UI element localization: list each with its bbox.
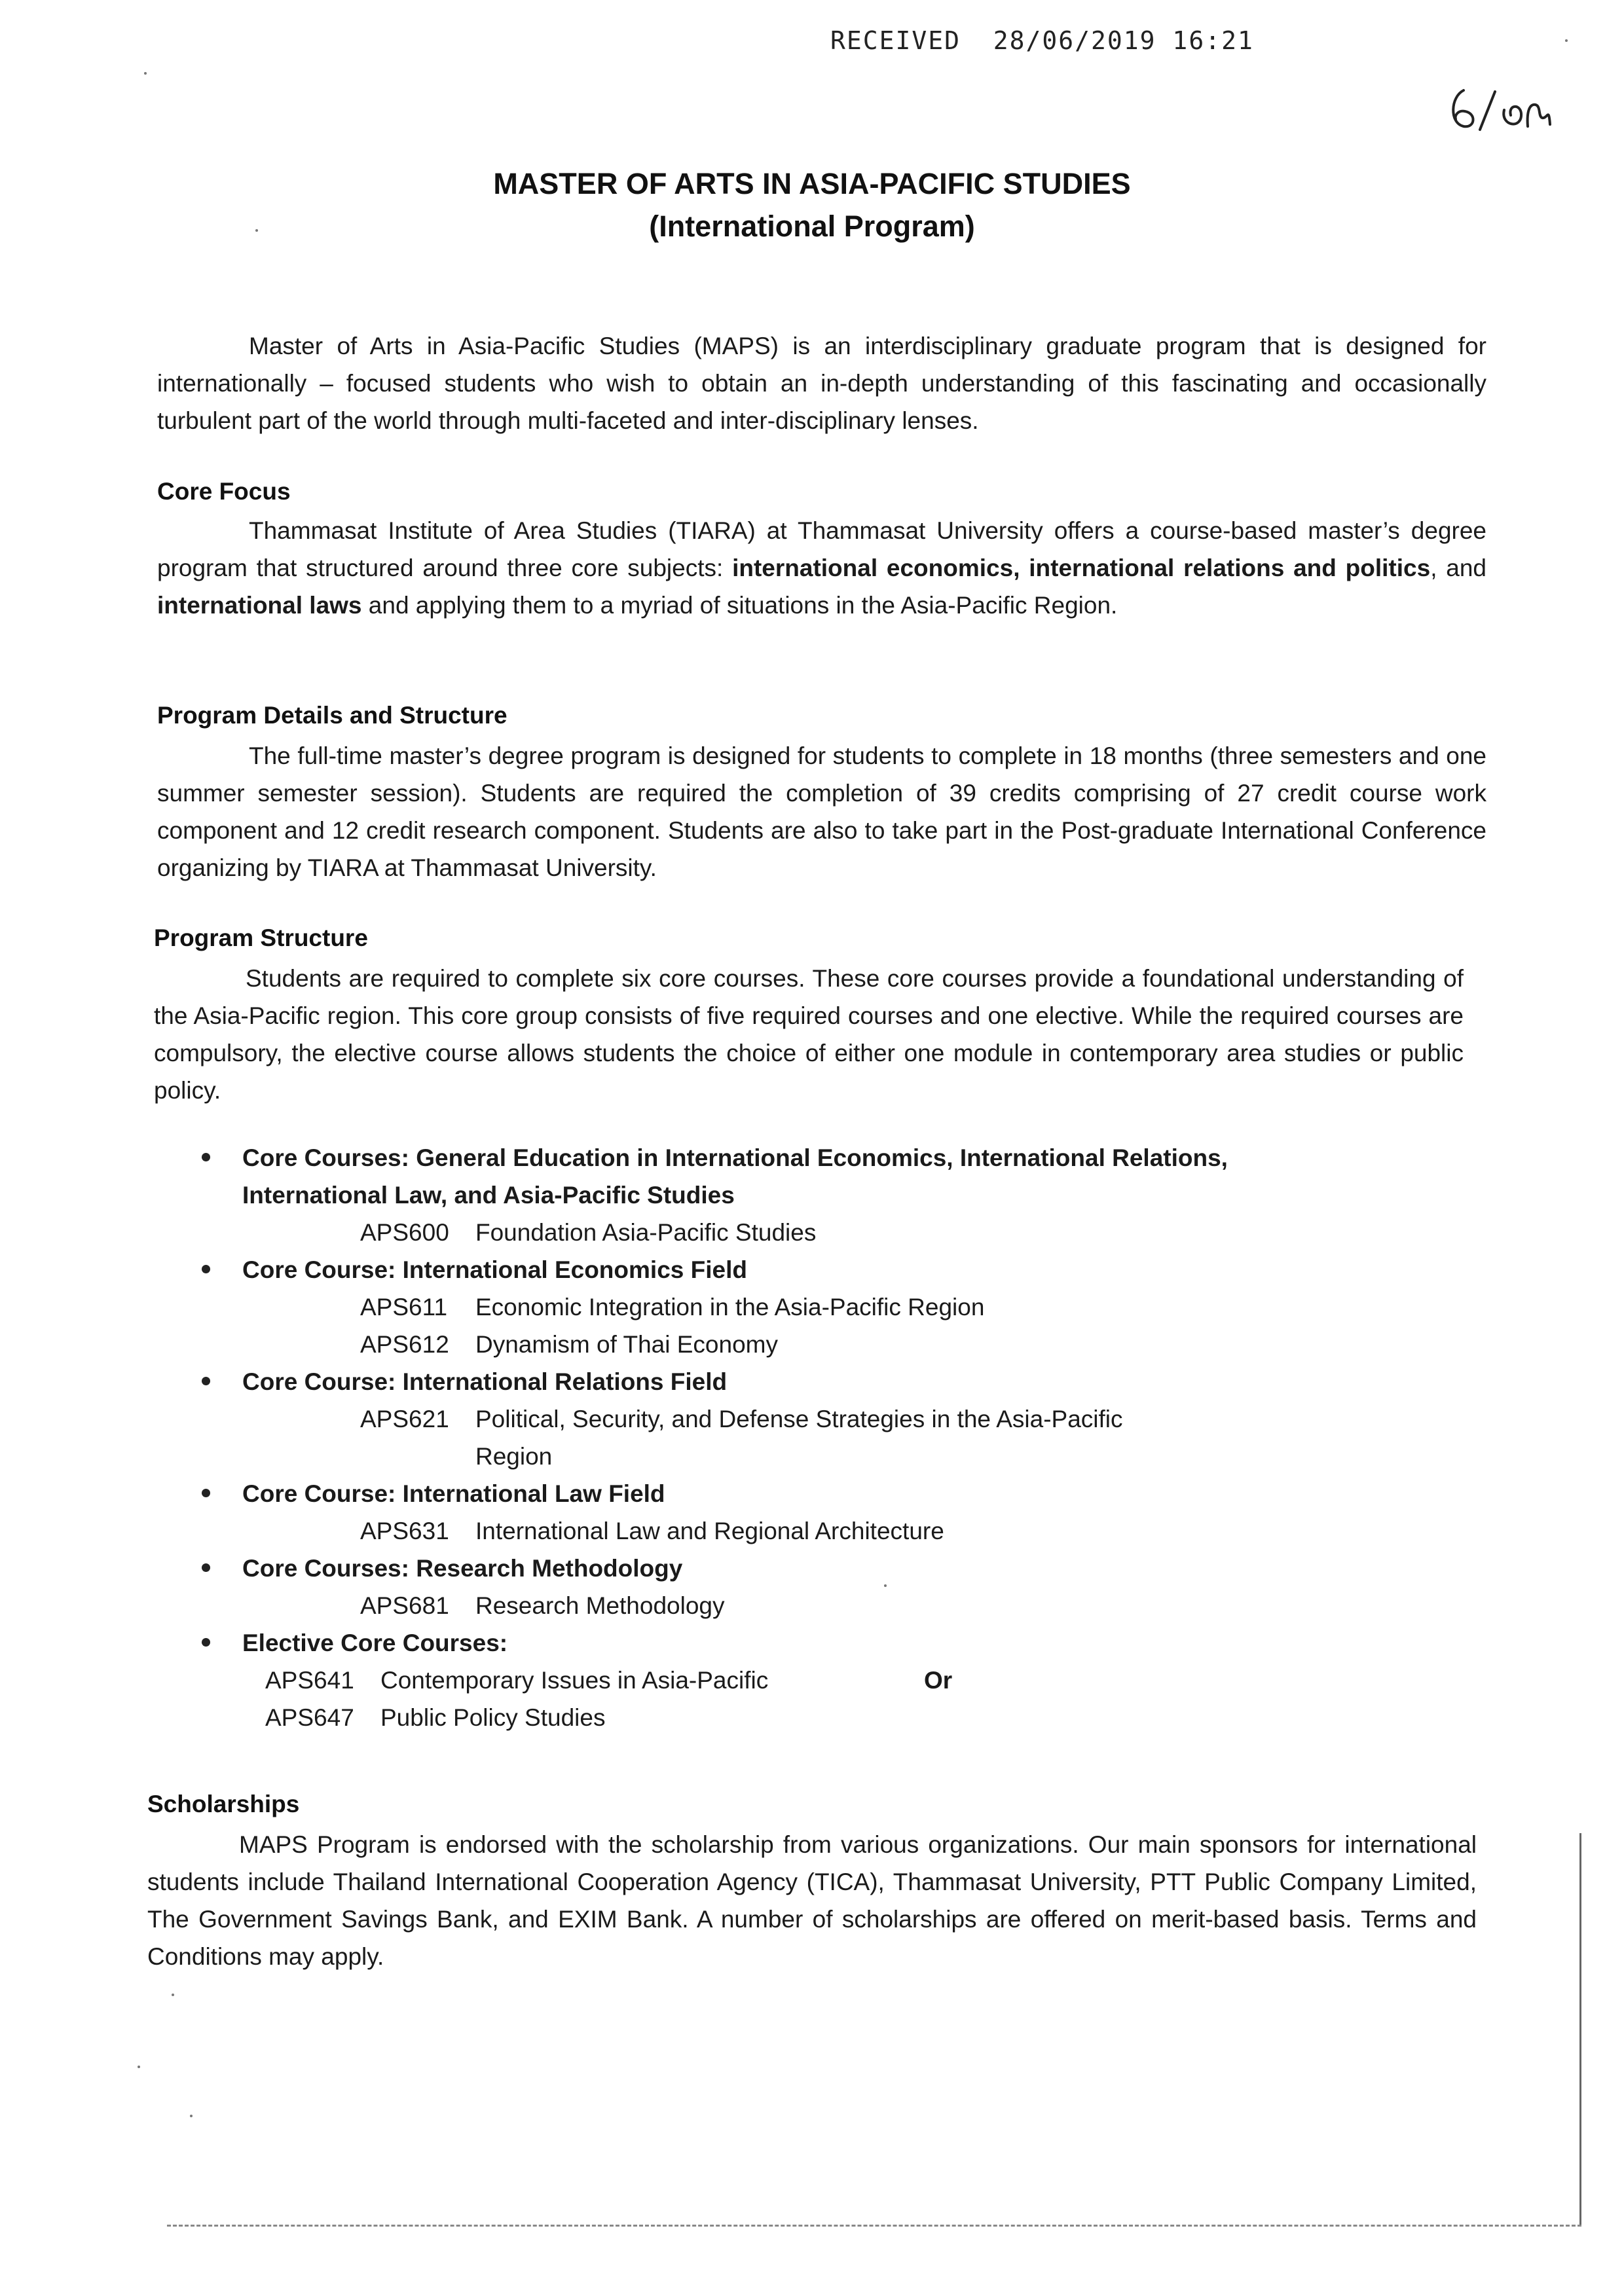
bullet-icon bbox=[202, 1265, 210, 1273]
scan-speck bbox=[144, 72, 147, 75]
course-code: APS647 bbox=[265, 1704, 354, 1731]
course-code: APS611 bbox=[360, 1294, 448, 1321]
bullet-icon bbox=[202, 1563, 210, 1572]
course-name: Contemporary Issues in Asia-Pacific bbox=[380, 1667, 769, 1694]
program-details-text: The full-time master’s degree program is designed for students to complete in 18 months (three semesters and one summer semester session). Students are required the completion of 39 credits comprising of 27 credit course work component and 12 credit research component. Students are also to take part in the Post-graduate International Conference organizing by TIARA at Thammasat University. bbox=[157, 742, 1486, 881]
course-group-heading: Core Course: International Law Field bbox=[242, 1480, 665, 1507]
scan-margin-line bbox=[1579, 1833, 1581, 2226]
course-group-heading: Core Courses: Research Methodology bbox=[242, 1555, 683, 1582]
core-focus-text-mid: , and bbox=[1430, 555, 1486, 581]
scan-speck bbox=[1565, 39, 1568, 42]
intro-text: Master of Arts in Asia-Pacific Studies (MAPS) is an interdisciplinary graduate program that is designed for internationally – focused students who wish to obtain an in-depth understanding of this fascinating and occasionally turbulent part of the world through multi-faceted and inter-disciplinary lenses. bbox=[157, 333, 1486, 434]
bullet-icon bbox=[202, 1153, 210, 1161]
course-code: APS631 bbox=[360, 1518, 449, 1544]
scan-speck bbox=[172, 1994, 174, 1996]
course-row bbox=[190, 1512, 1342, 1550]
course-name: International Law and Regional Architecture bbox=[475, 1518, 944, 1544]
course-name: Political, Security, and Defense Strategies in the Asia-Pacific Region bbox=[475, 1406, 1123, 1470]
program-structure-heading: Program Structure bbox=[154, 924, 368, 951]
list-item bbox=[190, 1550, 1342, 1587]
scholarships-heading: Scholarships bbox=[147, 1791, 300, 1817]
program-structure-text: Students are required to complete six core courses. These core courses provide a foundational understanding of the Asia-Pacific region. This core group consists of five required courses and one elective. While the required courses are compulsory, the elective course allows students the choice of either one module in contemporary area studies or public policy. bbox=[154, 965, 1464, 1104]
scholarships-text: MAPS Program is endorsed with the scholarship from various organizations. Our main sponsors for international students include Thailand International Cooperation Agency (TICA), Thammasat University, PTT Public Company Limited, The Government Savings Bank, and EXIM Bank. A number of scholarships are offered on merit-based basis. Terms and Conditions may apply. bbox=[147, 1831, 1477, 1970]
page-title: MASTER OF ARTS IN ASIA-PACIFIC STUDIES bbox=[493, 167, 1131, 200]
core-focus-bold-laws: international laws bbox=[157, 592, 362, 619]
bullet-icon bbox=[202, 1638, 210, 1647]
list-item bbox=[190, 1251, 1342, 1288]
elective-heading: Elective Core Courses: bbox=[242, 1630, 508, 1656]
program-details-heading: Program Details and Structure bbox=[157, 702, 507, 729]
course-name: Research Methodology bbox=[475, 1592, 725, 1619]
core-focus-text-before: Thammasat Institute of Area Studies (TIARA) at Thammasat University offers a course-based master’s degree program that structured around three core subjects: bbox=[157, 517, 1486, 581]
received-stamp: RECEIVED 28/06/2019 16:21 bbox=[830, 26, 1254, 55]
list-item bbox=[190, 1363, 1342, 1400]
course-code: APS600 bbox=[360, 1219, 449, 1246]
course-name: Dynamism of Thai Economy bbox=[475, 1331, 778, 1358]
scan-footer-line bbox=[167, 2225, 1581, 2227]
scan-speck bbox=[138, 2066, 140, 2068]
program-details-paragraph bbox=[157, 737, 1486, 886]
course-name: Foundation Asia-Pacific Studies bbox=[475, 1219, 817, 1246]
course-group-heading: Core Courses: General Education in International Economics, International Relations, International Law, and Asia-Pacific Studies bbox=[242, 1144, 1228, 1209]
list-item bbox=[190, 1624, 1342, 1662]
course-row bbox=[190, 1400, 1342, 1475]
course-group-heading: Core Course: International Relations Field bbox=[242, 1368, 728, 1395]
course-list bbox=[190, 1139, 1342, 1736]
program-structure-paragraph bbox=[154, 960, 1464, 1109]
course-group-heading: Core Course: International Economics Field bbox=[242, 1256, 747, 1283]
core-focus-heading: Core Focus bbox=[157, 478, 291, 505]
scan-speck bbox=[884, 1584, 887, 1587]
course-row bbox=[190, 1288, 1342, 1326]
elective-course-row bbox=[190, 1699, 1342, 1736]
core-focus-paragraph bbox=[157, 512, 1486, 624]
scholarships-paragraph bbox=[147, 1826, 1477, 1975]
list-item bbox=[190, 1475, 1342, 1512]
intro-paragraph bbox=[157, 327, 1486, 439]
course-code: APS621 bbox=[360, 1406, 449, 1432]
course-code: APS612 bbox=[360, 1331, 449, 1358]
core-focus-bold-subjects: international economics, international relations and politics bbox=[732, 555, 1431, 581]
handwritten-note-icon bbox=[1444, 77, 1555, 136]
course-name: Public Policy Studies bbox=[380, 1704, 606, 1731]
bullet-icon bbox=[202, 1377, 210, 1385]
course-code: APS681 bbox=[360, 1592, 449, 1619]
course-code: APS641 bbox=[265, 1667, 354, 1694]
course-name: Economic Integration in the Asia-Pacific Region bbox=[475, 1294, 985, 1321]
page-subtitle: (International Program) bbox=[649, 210, 975, 243]
or-label: Or bbox=[924, 1667, 953, 1694]
course-row bbox=[190, 1214, 1342, 1251]
scan-speck bbox=[190, 2115, 193, 2117]
elective-course-row bbox=[190, 1662, 1342, 1699]
course-row bbox=[190, 1326, 1342, 1363]
bullet-icon bbox=[202, 1489, 210, 1497]
scan-speck bbox=[255, 229, 258, 232]
core-focus-text-after: and applying them to a myriad of situations in the Asia-Pacific Region. bbox=[361, 592, 1118, 619]
list-item bbox=[190, 1139, 1342, 1214]
course-row bbox=[190, 1587, 1342, 1624]
